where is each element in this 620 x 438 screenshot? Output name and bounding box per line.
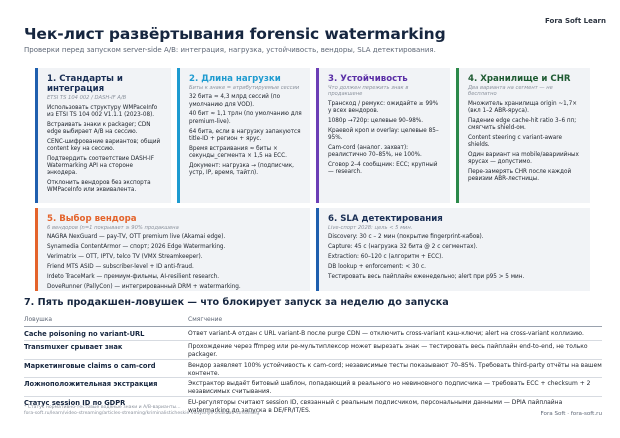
card-subtitle: Live-спорт 2028: цель < 5 мин. — [328, 225, 413, 232]
card-item: Сговор 2–4 сообщник: ECC; крупный — research. — [328, 161, 438, 175]
trap-mitigation: Прохождение через ffmpeg или ре-мультиплексор может вырезать знак — тестировать весь пайплайн end-to-end, не только packager. — [188, 343, 588, 358]
card-item: Время встраивания ≈ биты × секунды_сегмента × 1,5 на ECC. — [189, 145, 287, 159]
card-item: Краевой кроп и overlay: целевые 85–95%. — [328, 127, 439, 141]
trap-name: Transmuxer срывает знак — [24, 343, 123, 351]
card-item: Synamedia ContentArmor — спорт; 2026 Edge Watermarking. — [47, 244, 226, 251]
card-standards — [35, 68, 171, 203]
trap-mitigation: Экстрактор выдаёт битовый шаблон, попадающий в реального но невиновного подписчика — требовать ECC + checksum + 2 независимых считывания. — [188, 380, 591, 395]
card-item: Транскод / ремукс: ожидайте ≥ 99% у всех вендоров. — [328, 100, 439, 114]
card-title: 4. Хранилище и CHR — [468, 74, 571, 84]
card-item: Подтвердить соответствие DASH-IF Watermarking API на стороне энкодера. — [47, 155, 154, 177]
card-storage-chr — [456, 68, 590, 203]
card-item: DB lookup + enforcement: < 30 с. — [328, 263, 426, 270]
card-item: Тестировать весь пайплайн еженедельно; alert при p95 > 5 мин. — [328, 273, 525, 280]
source-url: fora-soft.ru/learn/video-streaming/articles-streaming/kriminalisticheskie-vodyanye-znaki-ab-streaming — [24, 411, 260, 416]
section-7-title: 7. Пять продакшен-ловушек — что блокирует запуск за неделю до запуска — [24, 297, 449, 308]
card-item: 64 бита, если в нагрузку запакуются title-ID + регион + ярус. — [189, 128, 301, 142]
footer-brand: Fora Soft · fora-soft.ru — [540, 411, 602, 417]
brand-name: Fora Soft Learn — [545, 17, 606, 25]
card-vendor-selection — [35, 208, 310, 291]
table-header — [24, 314, 602, 327]
card-item: Capture: 45 с (нагрузка 32 бита @ 2 с сегментах). — [328, 244, 478, 251]
card-subtitle: ETSI TS 104 002 / DASH-IF A/B — [47, 95, 127, 102]
card-title: 3. Устойчивость — [328, 74, 408, 84]
card-subtitle: Что должен пережить знак в продакшене — [328, 85, 409, 98]
card-title: 6. SLA детектирования — [328, 214, 443, 224]
card-item: Встраивать знаки к packager; CDN edge выбирает A/B на сессию. — [47, 121, 151, 135]
card-item: 32 бита ≈ 4,3 млрд сессий (по умолчанию для VOD). — [189, 94, 281, 108]
table-row — [24, 327, 602, 341]
trap-mitigation: EU-регуляторы считают session ID, связанный с реальным подписчиком, персональными данными — DPIA пайплайна watermarking до запуска в DE/FR/IT/ES. — [188, 399, 563, 414]
footnote: * Статус нормативно-тестовые водяные знаки и A/B-варианты... — [24, 405, 181, 410]
card-item: Irdeto TraceMark — премиум-фильмы, AI-resilient research. — [47, 273, 220, 280]
card-subtitle: Два варианта на сегмент — не бесплатно — [468, 85, 553, 98]
card-item: Verimatrix — OTT, IPTV, telco TV (VMX Streamkeeper). — [47, 254, 203, 261]
card-detection-sla — [316, 208, 590, 291]
card-title: 1. Стандарты и интеграция — [47, 74, 123, 95]
card-item: Content steering с variant-aware shields. — [468, 134, 562, 148]
card-title: 5. Выбор вендора — [47, 214, 137, 224]
trap-name: Cache poisoning no variant-URL — [24, 330, 145, 338]
trap-mitigation: Вендор заявляет 100% устойчивость к cam-cord; независимые тесты показывают 70–85%. Требовать third-party отчёты на вашем контенте. — [188, 362, 602, 377]
card-item: DoveRunner (PallyCon) — интегрированный DRM + watermarking. — [47, 283, 241, 290]
table-row — [24, 359, 602, 378]
card-item: 40 бит ≈ 1,1 трлн (по умолчанию для premium-live). — [189, 111, 302, 125]
card-item: Один вариант на mobile/авариийных ярусах — допустимо. — [468, 151, 579, 166]
card-payload-length — [177, 68, 310, 203]
column-header-trap: Ловушка — [24, 316, 53, 323]
trap-mitigation: Ответ variant-A отдан с URL variant-B после purge CDN — отключить cross-variant кэш-ключи; alert на cross-variant коллизию. — [188, 330, 584, 337]
card-item: Discovery: 30 с – 2 мин (покрытие fingerprint-кабов). — [328, 234, 484, 241]
card-item: Пере-замерять CHR после каждой ревизии ABR-лестницы. — [468, 168, 572, 183]
card-item: Использовать структуру WMPaceInfo из ETSI TS 104 002 V1.1.1 (2023-08). — [47, 104, 158, 118]
card-subtitle: Биты к знаке = атрибутируемые сессии — [189, 85, 300, 92]
card-item: 1080p →720p: целевые 90–98%. — [328, 117, 424, 124]
trap-name: Статус session ID по GDPR — [24, 399, 126, 407]
trap-name: Ложноположительная экстракция — [24, 380, 158, 388]
card-item: Документ: нагрузка → (подписчик, устр, IP, время, тайтл). — [189, 162, 294, 176]
card-item: Отклонить вендоров без экспорта WMPaceInfo или эквивалента. — [47, 180, 151, 194]
card-item: CENC-шифрование вариантов; общий content key на сессию. — [47, 138, 161, 152]
card-item: Падение edge cache-hit ratio 3–6 пп; смягчить shield-ом. — [468, 117, 577, 131]
trap-name: Маркетинговые claims о cam-cord — [24, 362, 156, 370]
card-item: Множитель хранилища origin ~1,7× (вкл 1–2 ABR-яруса). — [468, 100, 577, 114]
card-item: Cam-cord (аналог. захват): реалистично 70–85%, не 100%. — [328, 144, 422, 158]
card-item: Friend MTS ASID — subscriber-level + ID anti-fraud. — [47, 263, 194, 270]
card-subtitle: 6 вендоров (n=1 покрывает ≥ 90% продакшена — [47, 225, 179, 232]
card-title: 2. Длина нагрузки — [189, 74, 281, 84]
table-row — [24, 377, 602, 397]
column-header-mitigation: Смягчение — [188, 316, 223, 323]
page-subtitle: Проверки перед запуском server-side A/B: интеграция, нагрузка, устойчивость, вендоры, SLA детектирования. — [24, 46, 436, 54]
card-robustness — [316, 68, 450, 203]
card-item: NAGRA NexGuard — pay-TV, OTT premium live (Akamai edge). — [47, 234, 226, 241]
page-title: Чек-лист развёртывания forensic watermarking — [24, 25, 446, 43]
card-item: Extraction: 60–120 с (алгоритм + ECC). — [328, 254, 444, 261]
table-row — [24, 340, 602, 360]
